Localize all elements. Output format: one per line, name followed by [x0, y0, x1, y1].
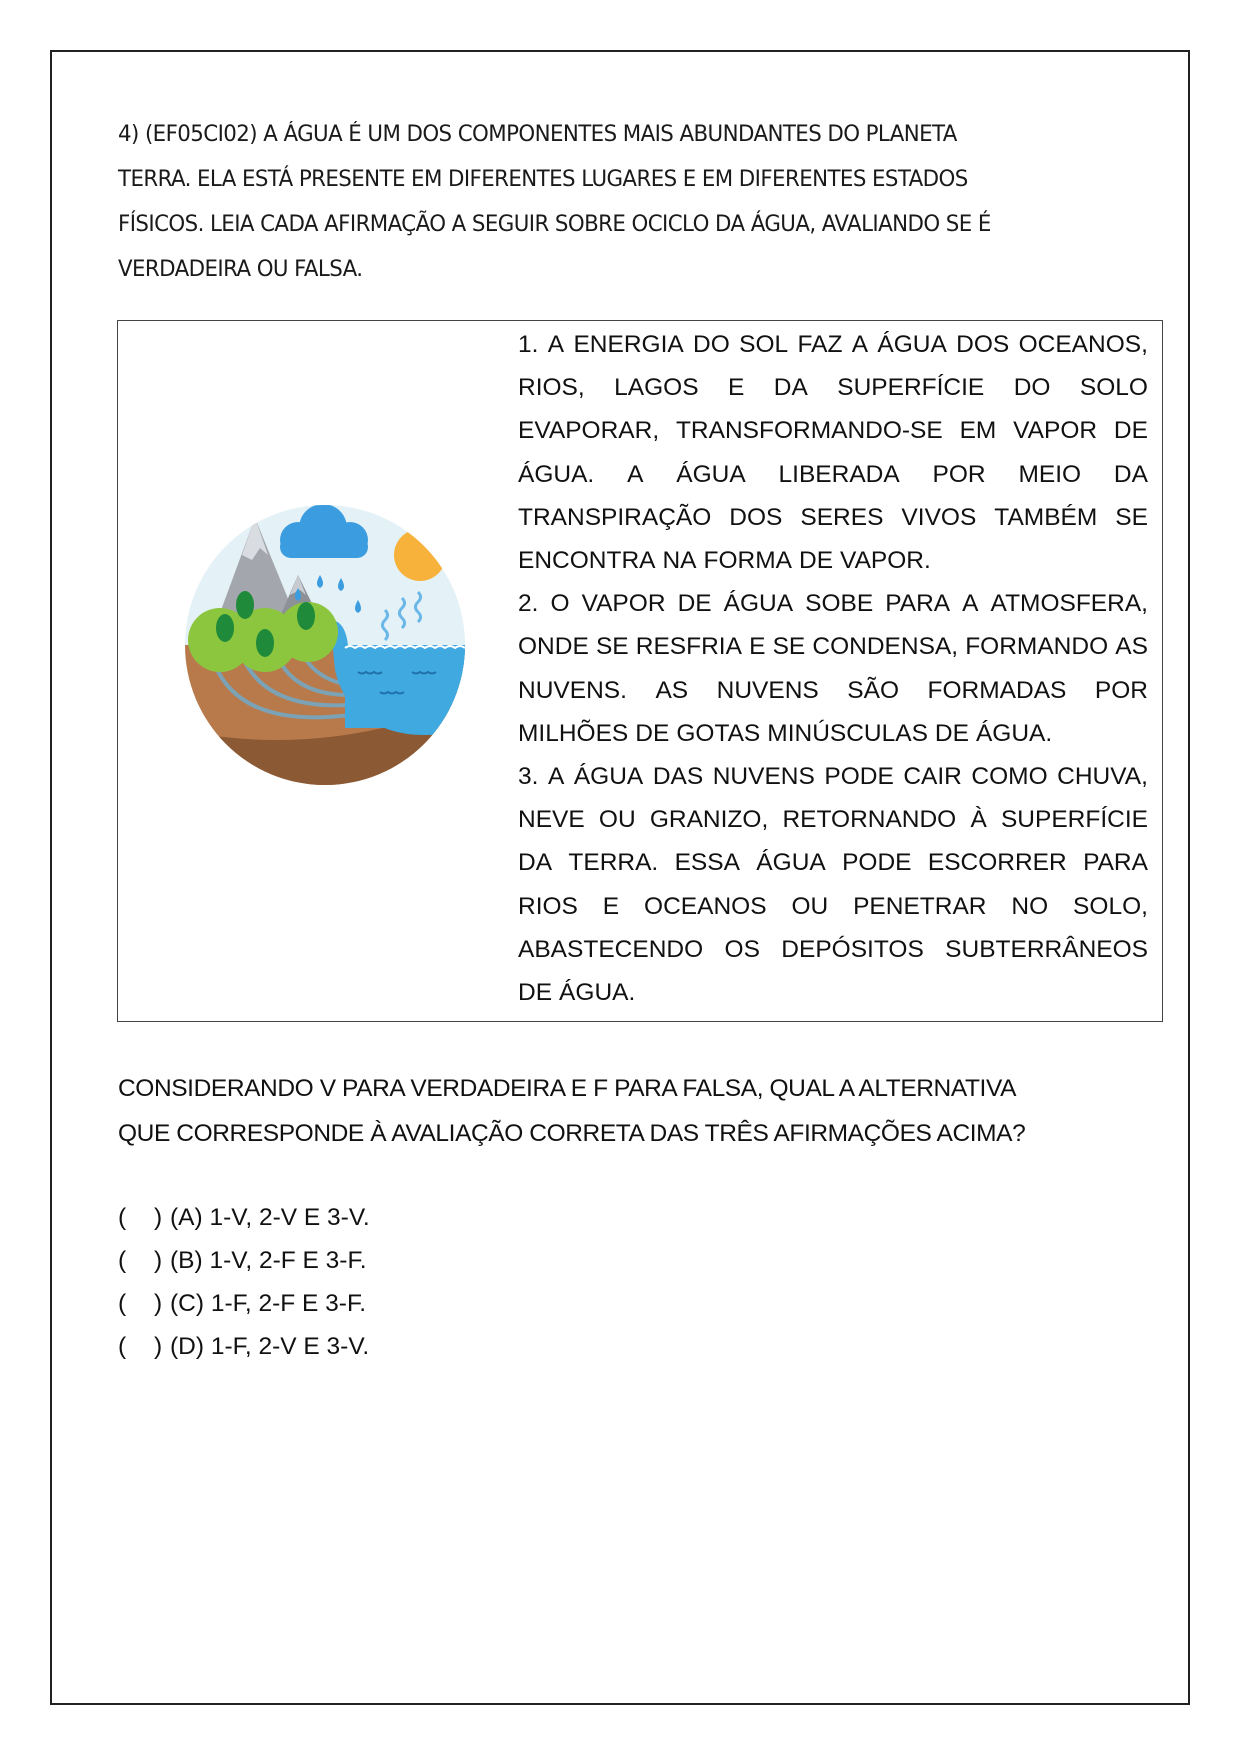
option-label: (C) 1-F, 2-F E 3-F.	[170, 1290, 367, 1317]
statements-list	[518, 323, 1148, 1014]
option-label: (B) 1-V, 2-F E 3-F.	[170, 1247, 367, 1274]
option-d[interactable]	[118, 1325, 370, 1368]
statement-2	[518, 582, 1148, 755]
option-b[interactable]	[118, 1239, 370, 1282]
ocean	[345, 648, 470, 728]
intro-line: TERRA. ELA ESTÁ PRESENTE EM DIFERENTES LUGARES E EM DIFERENTES ESTADOS	[118, 167, 968, 192]
statement-line: DA TERRA. ESSA ÁGUA PODE ESCORRER PARA	[518, 849, 1148, 877]
question-intro	[118, 112, 1098, 292]
answer-options	[118, 1196, 370, 1368]
checkbox-close[interactable]: )	[154, 1333, 163, 1360]
checkbox-open[interactable]: (	[118, 1333, 127, 1360]
checkbox-close[interactable]: )	[154, 1290, 163, 1317]
statement-line: 3. A ÁGUA DAS NUVENS PODE CAIR COMO CHUVA,	[518, 763, 1148, 791]
checkbox-open[interactable]: (	[118, 1204, 127, 1231]
statement-line: NUVENS. AS NUVENS SÃO FORMADAS POR	[518, 676, 1148, 704]
statement-line: ABASTECENDO OS DEPÓSITOS SUBTERRÂNEOS	[518, 935, 1148, 963]
intro-line: 4) (EF05CI02) A ÁGUA É UM DOS COMPONENTES MAIS ABUNDANTES DO PLANETA	[118, 122, 957, 147]
option-a[interactable]	[118, 1196, 370, 1239]
statement-line: ONDE SE RESFRIA E SE CONDENSA, FORMANDO AS	[518, 633, 1148, 661]
intro-line: FÍSICOS. LEIA CADA AFIRMAÇÃO A SEGUIR SOBRE OCICLO DA ÁGUA, AVALIANDO SE É	[118, 212, 991, 237]
statement-1	[518, 323, 1148, 582]
water-cycle-icon	[180, 500, 470, 790]
question-line: QUE CORRESPONDE À AVALIAÇÃO CORRETA DAS TRÊS AFIRMAÇÕES ACIMA?	[118, 1120, 1026, 1147]
question-prompt	[118, 1066, 1138, 1156]
statement-line: 1. A ENERGIA DO SOL FAZ A ÁGUA DOS OCEANOS,	[518, 331, 1148, 358]
option-label: (A) 1-V, 2-V E 3-V.	[170, 1204, 370, 1231]
statement-line: 2. O VAPOR DE ÁGUA SOBE PARA A ATMOSFERA,	[518, 590, 1148, 618]
statement-line: NEVE OU GRANIZO, RETORNANDO À SUPERFÍCIE	[518, 806, 1148, 834]
statement-line: RIOS E OCEANOS OU PENETRAR NO SOLO,	[518, 892, 1148, 920]
checkbox-close[interactable]: )	[154, 1204, 163, 1231]
statement-line: EVAPORAR, TRANSFORMANDO-SE EM VAPOR DE	[518, 417, 1148, 445]
statement-line: RIOS, LAGOS E DA SUPERFÍCIE DO SOLO	[518, 374, 1148, 402]
statement-line: MILHÕES DE GOTAS MINÚSCULAS DE ÁGUA.	[518, 719, 1053, 747]
option-label: (D) 1-F, 2-V E 3-V.	[170, 1333, 370, 1360]
sun-icon	[394, 529, 446, 581]
statement-line: ENCONTRA NA FORMA DE VAPOR.	[518, 547, 931, 575]
statement-3	[518, 755, 1148, 1014]
statement-line: ÁGUA. A ÁGUA LIBERADA POR MEIO DA	[518, 460, 1148, 488]
option-c[interactable]	[118, 1282, 370, 1325]
checkbox-close[interactable]: )	[154, 1247, 163, 1274]
statement-line: TRANSPIRAÇÃO DOS SERES VIVOS TAMBÉM SE	[518, 503, 1148, 531]
checkbox-open[interactable]: (	[118, 1290, 127, 1317]
question-line: CONSIDERANDO V PARA VERDADEIRA E F PARA FALSA, QUAL A ALTERNATIVA	[118, 1075, 1017, 1102]
statement-line: DE ÁGUA.	[518, 979, 636, 1007]
intro-line: VERDADEIRA OU FALSA.	[118, 257, 363, 282]
checkbox-open[interactable]: (	[118, 1247, 127, 1274]
